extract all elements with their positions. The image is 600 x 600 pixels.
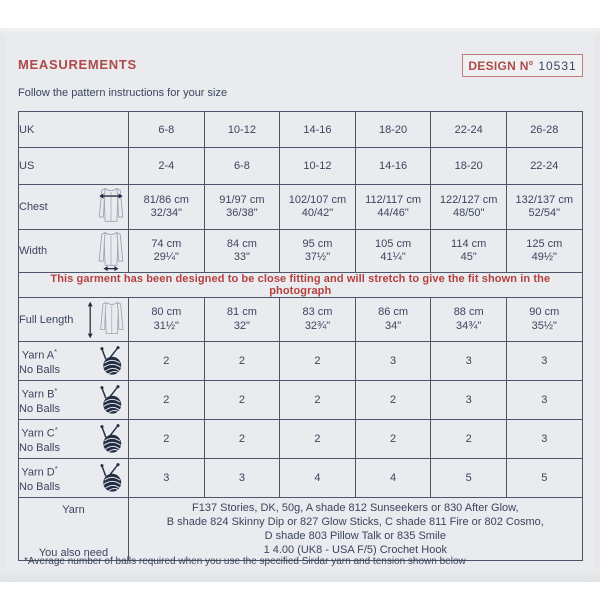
table-cell: 4 [355,459,431,498]
table-cell: 26-28 [506,112,582,148]
yarn-icon [99,384,128,416]
table-cell: 6-8 [204,148,280,185]
table-cell: 112/117 cm 44/46" [355,185,431,230]
table-cell: 3 [431,342,507,381]
yarn-details-line: 1 4.00 (UK8 - USA F/5) Crochet Hook [263,544,447,557]
table-cell: 2 [129,342,205,381]
table-row [19,381,583,420]
table-cell: 2 [355,381,431,420]
row-label-text: Width [19,245,48,257]
row-label [19,298,129,342]
row-label-text: Yarn A* No Balls [19,347,60,376]
table-cell: 2 [355,420,431,459]
page-subtitle: Follow the pattern instructions for your size [18,87,228,99]
row-label [19,148,129,185]
table-cell: 2-4 [129,148,205,185]
table-row [19,273,583,298]
table-cell: 10-12 [204,112,280,148]
table-cell: 2 [204,381,280,420]
table-cell: 2 [431,420,507,459]
row-label [19,230,129,273]
table-cell: 122/127 cm 48/50" [431,185,507,230]
table-row [19,342,583,381]
table-cell: 5 [431,459,507,498]
table-cell: 3 [431,381,507,420]
row-label [19,185,129,230]
table-cell: 18-20 [431,148,507,185]
design-label: DESIGN $N^o$ [468,58,534,73]
table-cell: 91/97 cm 36/38" [204,185,280,230]
table-cell: 2 [129,420,205,459]
table-row [19,112,583,148]
row-label-text: Yarn C* No Balls [19,425,60,454]
yarn-label: Yarn [62,503,85,516]
yarn-details-line: F137 Stories, DK, 50g, A shade 812 Sunseekers or 830 After Glow, [192,501,519,514]
chest-icon [94,186,128,228]
table-cell: 2 [129,381,205,420]
close-fitting-note: This garment has been designed to be close fitting and will stretch to give the fit shown in the photograph [19,273,583,298]
table-row [19,298,583,342]
table-row [19,459,583,498]
footnote: *Average number of balls required when you use the specified Sirdar yarn and tension shown below [24,556,466,567]
table-cell: 2 [204,420,280,459]
table-cell: 5 [506,459,582,498]
table-row [19,420,583,459]
yarn-details [129,498,583,561]
table-row [19,148,583,185]
table-cell: 3 [506,381,582,420]
table-cell: 18-20 [355,112,431,148]
table-cell: 114 cm 45" [431,230,507,273]
width-icon [94,230,128,272]
yarn-icon [99,423,128,455]
row-label [19,112,129,148]
row-label-text: UK [19,123,35,136]
table-row [19,230,583,273]
you-also-need-label: You also need [38,546,109,559]
table-cell: 3 [204,459,280,498]
table-cell: 105 cm 41¼" [355,230,431,273]
table-row [19,498,583,561]
yarn-icon [99,462,128,494]
table-cell: 81/86 cm 32/34" [129,185,205,230]
table-cell: 95 cm 37½" [280,230,356,273]
table-cell: 2 [280,342,356,381]
row-label [19,342,129,381]
row-label [19,459,129,498]
table-cell: 3 [129,459,205,498]
table-cell: 2 [280,381,356,420]
row-label [19,420,129,459]
measurements-table [18,111,583,561]
row-label-text: Full Length [19,313,74,326]
table-cell: 14-16 [355,148,431,185]
table-cell: 2 [204,342,280,381]
table-cell: 3 [506,420,582,459]
table-cell: 83 cm 32¾" [280,298,356,342]
table-cell: 22-24 [506,148,582,185]
table-cell: 90 cm 35½" [506,298,582,342]
table-cell: 14-16 [280,112,356,148]
table-cell: 132/137 cm 52/54" [506,185,582,230]
table-cell: 2 [280,420,356,459]
page-title: MEASUREMENTS [18,57,137,72]
length-icon [86,300,128,340]
table-cell: 84 cm 33" [204,230,280,273]
table-cell: 102/107 cm 40/42" [280,185,356,230]
row-label-text: Yarn D* No Balls [19,464,60,493]
table-cell: 125 cm 49½" [506,230,582,273]
table-cell: 10-12 [280,148,356,185]
design-number-badge [462,54,583,77]
table-cell: 22-24 [431,112,507,148]
table-cell: 88 cm 34¾" [431,298,507,342]
yarn-details-line: B shade 824 Skinny Dip or 827 Glow Sticks, C shade 811 Fire or 802 Cosmo, [166,515,544,528]
table-row [19,185,583,230]
table-cell: 81 cm 32" [204,298,280,342]
yarn-icon [99,345,128,377]
table-cell: 3 [355,342,431,381]
row-label [19,381,129,420]
row-label-text: Yarn B* No Balls [19,386,60,415]
table-cell: 4 [280,459,356,498]
yarn-details-line: D shade 803 Pillow Talk or 835 Smile [264,530,446,542]
table-cell: 80 cm 31½" [129,298,205,342]
row-label [19,498,129,561]
table-cell: 3 [506,342,582,381]
table-cell: 74 cm 29¼" [129,230,205,273]
row-label-text: Chest [19,201,48,213]
design-number: 10531 [538,58,577,73]
table-cell: 6-8 [129,112,205,148]
table-cell: 86 cm 34" [355,298,431,342]
row-label-text: US [19,160,35,172]
